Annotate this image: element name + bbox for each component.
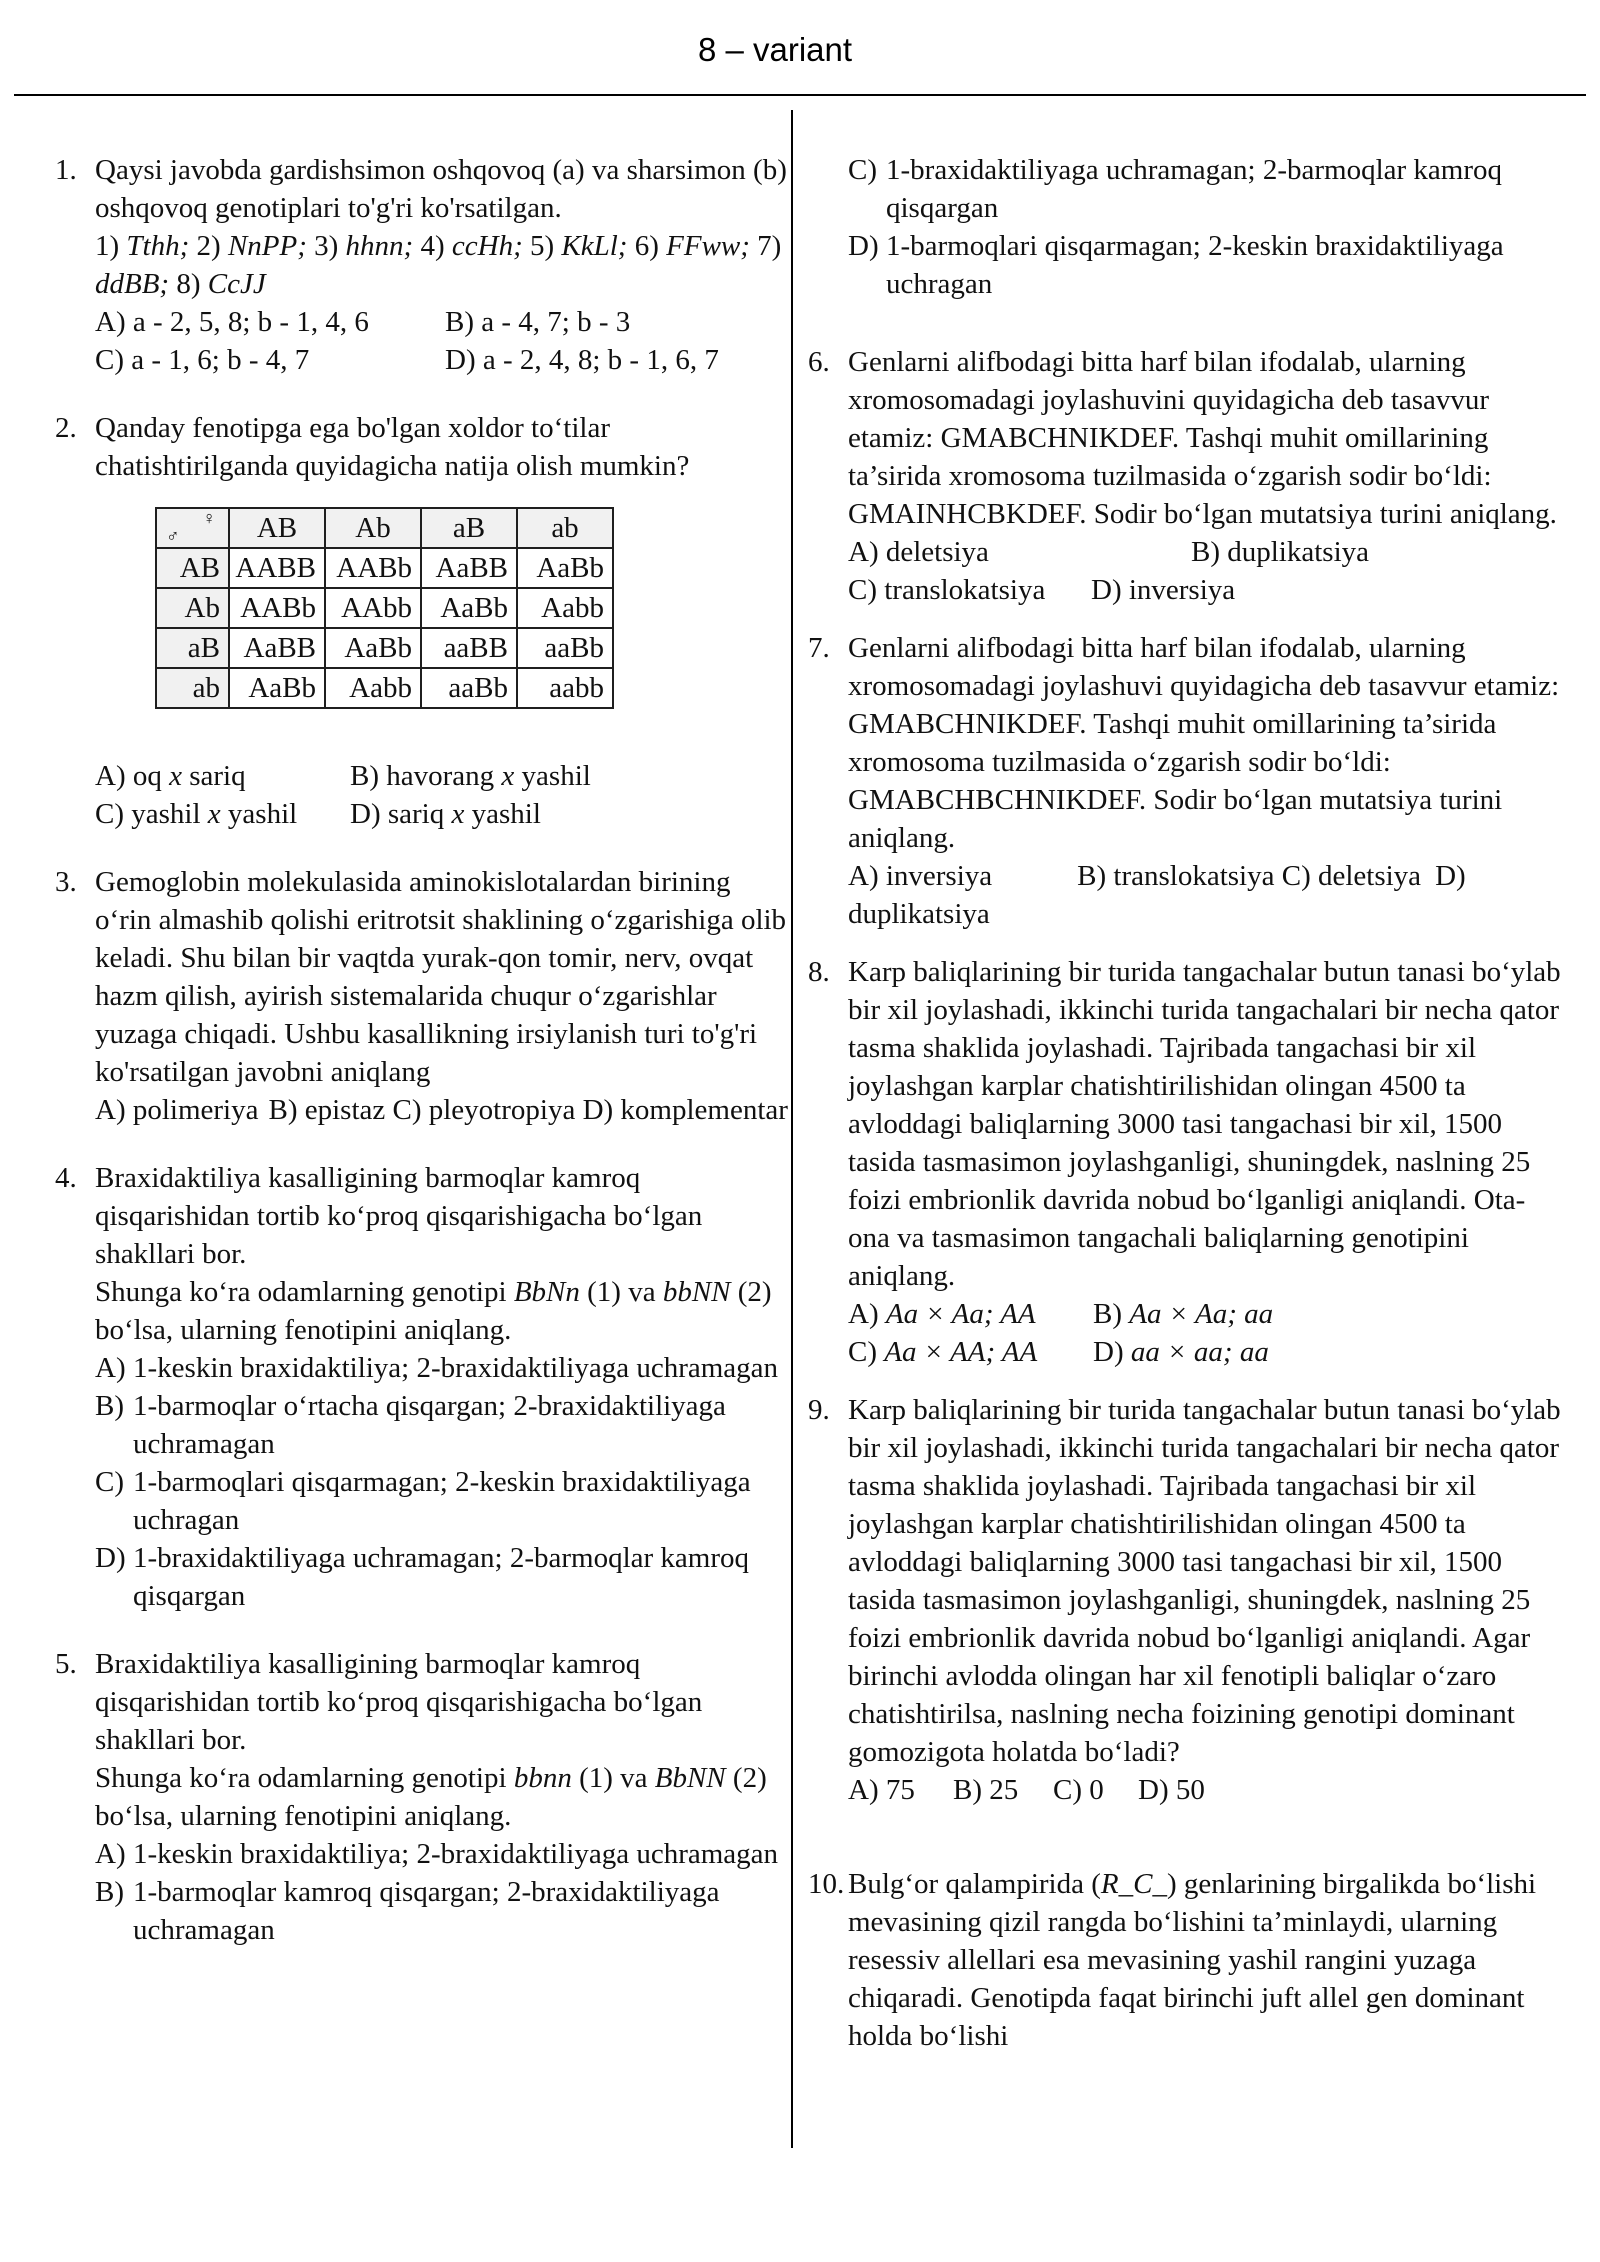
question-body xyxy=(848,1865,1565,2055)
paragraph xyxy=(848,1865,1565,2055)
text-run: A) oq xyxy=(95,760,170,792)
text-run: D) duplikatsiya xyxy=(848,860,1466,930)
question xyxy=(808,1391,1565,1809)
option-cell xyxy=(848,571,1045,609)
table-cell: AABb xyxy=(229,588,325,628)
punnett-table xyxy=(155,507,614,709)
question-body xyxy=(848,1391,1565,1809)
text-run: Genlarni alifbodagi bitta harf bilan ifodalab, ularning xromosomadagi joylashuvi quyidagicha deb tasavvur etamiz: GMABCHNIKDEF. Tashqi muhit omillarining ta’sirida xromosoma tuzilmasida o‘zgarish sodir bo‘ldi: GMABCHBCHNIKDEF. Sodir bo‘lgan mutatsiya turini aniqlang. xyxy=(848,632,1560,854)
text-run: 1-braxidaktiliyaga uchramagan; 2-barmoqlar kamroq qisqargan xyxy=(886,154,1503,224)
text-run: aa × aa; aa xyxy=(1130,1336,1269,1368)
table-column-header: aB xyxy=(421,508,517,548)
paragraph xyxy=(848,343,1565,533)
column-divider xyxy=(791,110,793,2148)
question-number: 5. xyxy=(55,1648,77,1680)
text-run: x xyxy=(451,798,465,830)
text-run: Karp baliqlarining bir turida tangachalar butun tanasi bo‘ylab bir xil joylashadi, ikkinchi turida tangachalari bir necha qator tasma shaklida joylashadi. Tajribada tangachasi bir xil joylashgan karplar chatishtirilishidan olingan 4500 ta avloddagi baliqlarning 3000 tasi tangachasi bir xil, 1500 tasida tasmasimon joylashganligi, shuningdek, naslning 25 foizi embrionlik davrida nobud bo‘lganligi aniqlandi. Ota-ona va tasmasimon tangachali baliqlarning genotipini aniqlang. xyxy=(848,956,1561,1292)
text-run: Bulg‘or qalampirida ( xyxy=(848,1868,1101,1900)
text-run: Shunga ko‘ra odamlarning genotipi xyxy=(95,1762,514,1794)
option-cell xyxy=(1093,1295,1273,1333)
text-run: Tthh; xyxy=(126,230,190,262)
question-number xyxy=(808,151,848,303)
text-run: 1-barmoqlari qisqarmagan; 2-keskin braxidaktiliyaga uchragan xyxy=(133,1466,751,1536)
option-cell xyxy=(350,757,591,795)
text-run: B) epistaz C) pleyotropiya D) komplementar xyxy=(268,1094,788,1126)
spacer xyxy=(258,1118,268,1119)
option-item xyxy=(95,1387,790,1463)
text-run: 1-braxidaktiliyaga uchramagan; 2-barmoqlar kamroq qisqargan xyxy=(133,1542,750,1612)
paragraph xyxy=(95,1759,790,1835)
text-run: x xyxy=(501,760,515,792)
text-run: BbNn xyxy=(513,1276,580,1308)
option-cell xyxy=(953,1771,1018,1809)
spacer xyxy=(992,884,1077,885)
text-run: D) 50 xyxy=(1138,1774,1205,1806)
text-run: yashil xyxy=(464,798,541,830)
text-run: D) inversiya xyxy=(1091,574,1236,606)
text-run: sariq xyxy=(181,760,246,792)
text-run: C) yashil xyxy=(95,798,208,830)
right-column xyxy=(808,151,1565,2075)
text-run: Aa × Aa; aa xyxy=(1129,1298,1274,1330)
text-run: 1-keskin braxidaktiliya; 2-braxidaktiliyaga uchramagan xyxy=(133,1352,779,1384)
question-body xyxy=(95,151,790,379)
option-cell xyxy=(848,1295,1036,1333)
option-item xyxy=(95,1835,790,1873)
question xyxy=(808,953,1565,1371)
table-row xyxy=(156,548,613,588)
option-cell xyxy=(1191,533,1369,571)
text-run: (1) va xyxy=(571,1762,655,1794)
option-label: C) xyxy=(848,154,877,186)
question-number: 2. xyxy=(55,412,77,444)
text-run: 2) xyxy=(189,230,228,262)
option-label: B) xyxy=(95,1390,124,1422)
option-cell xyxy=(95,341,309,379)
paragraph xyxy=(95,1645,790,1759)
table-cell: AaBB xyxy=(229,628,325,668)
option-cell xyxy=(1093,1333,1269,1371)
option-row xyxy=(848,533,1565,571)
paragraph xyxy=(95,1159,790,1273)
text-run: A) 75 xyxy=(848,1774,915,1806)
option-item xyxy=(848,227,1565,303)
question-body xyxy=(848,343,1565,609)
text-run: 5) xyxy=(522,230,562,262)
table-column-header: Ab xyxy=(325,508,421,548)
text-run: 1-barmoqlari qisqarmagan; 2-keskin braxidaktiliyaga uchragan xyxy=(886,230,1504,300)
question-body xyxy=(848,953,1565,1371)
text-run: Braxidaktiliya kasalligining barmoqlar kamroq qisqarishidan tortib ko‘proq qisqarishigacha bo‘lgan shakllari bor. xyxy=(95,1162,703,1270)
text-run: D) a - 2, 4, 8; b - 1, 6, 7 xyxy=(445,344,719,376)
text-run: Shunga ko‘ra odamlarning genotipi xyxy=(95,1276,514,1308)
table-row xyxy=(156,588,613,628)
paragraph xyxy=(95,1091,790,1129)
text-run: yashil xyxy=(220,798,298,830)
option-label: C) xyxy=(95,1466,124,1498)
paragraph xyxy=(95,227,790,303)
option-row xyxy=(848,1771,1565,1809)
text-run: 4) xyxy=(413,230,452,262)
text-run: Gemoglobin molekulasida aminokislotalardan birining o‘rin almashib qolishi eritrotsit shaklining o‘zgarishiga olib keladi. Shu bilan bir vaqtda yurak-qon tomir, nerv, ovqat hazm qilish, ayirish sistemalarida chuqur o‘zgarishlar yuzaga chiqadi. Ushbu kasallikning irsiylanish turi to'g'ri ko'rsatilgan javobni aniqlang xyxy=(95,866,787,1088)
question-number: 3. xyxy=(55,866,77,898)
text-run: B) translokatsiya C) deletsiya xyxy=(1077,860,1422,892)
option-cell xyxy=(350,795,541,833)
text-run: x xyxy=(169,760,182,792)
text-run: D) xyxy=(1093,1336,1131,1368)
table-cell: Aabb xyxy=(517,588,613,628)
option-cell xyxy=(445,341,719,379)
text-run: 1-keskin braxidaktiliya; 2-braxidaktiliyaga uchramagan xyxy=(133,1838,779,1870)
option-label: B) xyxy=(95,1876,124,1908)
table-row-header: AB xyxy=(156,548,229,588)
text-run: NnPP; xyxy=(227,230,307,262)
question xyxy=(808,151,1565,303)
text-run: _) genlarining birgalikda bo‘lishi mevasining qizil rangda bo‘lishini ta’minlaydi, ularning resessiv allellari esa mevasining yashil rangini yuzaga chiqaradi. Genotipda faqat birinchi juft allel gen dominant holda bo‘lishi xyxy=(848,1868,1537,2052)
text-run: bbNN xyxy=(662,1276,731,1308)
table-cell: AaBb xyxy=(325,628,421,668)
text-run: Aa × AA; AA xyxy=(884,1336,1038,1368)
question xyxy=(808,1865,1565,2055)
table-row-header: Ab xyxy=(156,588,229,628)
text-run: Genlarni alifbodagi bitta harf bilan ifodalab, ularning xromosomadagi joylashuvini quyidagicha deb tasavvur etamiz: GMABCHNIKDEF. Tashqi muhit omillarining ta’sirida xromosoma tuzilmasida o‘zgarish sodir bo‘ldi: GMAINHCBKDEF. Sodir bo‘lgan mutatsiya turini aniqlang. xyxy=(848,346,1557,530)
question-body xyxy=(848,629,1565,933)
table-cell: AaBb xyxy=(421,588,517,628)
option-row xyxy=(95,757,790,795)
question xyxy=(55,151,790,379)
table-cell: Aabb xyxy=(325,668,421,708)
option-row xyxy=(848,1295,1565,1333)
page-title: 8 – variant xyxy=(697,31,853,68)
text-run: 1-barmoqlar o‘rtacha qisqargan; 2-braxidaktiliyaga uchramagan xyxy=(133,1390,726,1460)
text-run: D) sariq xyxy=(350,798,452,830)
paragraph xyxy=(95,409,790,485)
table-cell: aaBb xyxy=(517,628,613,668)
table-column-header: ab xyxy=(517,508,613,548)
option-item xyxy=(848,151,1565,227)
option-row xyxy=(95,341,790,379)
option-row xyxy=(848,571,1565,609)
text-run: KkLl; xyxy=(561,230,628,262)
table-cell: AABb xyxy=(325,548,421,588)
question-body xyxy=(95,409,790,833)
text-run: A) a - 2, 5, 8; b - 1, 4, 6 xyxy=(95,306,369,338)
option-cell xyxy=(848,1771,915,1809)
paragraph xyxy=(95,863,790,1091)
option-label: A) xyxy=(95,1352,126,1384)
option-row xyxy=(95,795,790,833)
text-run: A) xyxy=(848,1298,886,1330)
text-run: 6) xyxy=(627,230,667,262)
table-cell: AABB xyxy=(229,548,325,588)
question-number: 10. xyxy=(808,1868,845,1900)
text-run: CcJJ xyxy=(207,268,266,300)
question-body xyxy=(95,1159,790,1615)
option-cell xyxy=(95,303,369,341)
spacer xyxy=(1421,884,1435,885)
text-run: Braxidaktiliya kasalligining barmoqlar kamroq qisqarishidan tortib ko‘proq qisqarishigacha bo‘lgan shakllari bor. xyxy=(95,1648,703,1756)
table-cell: AAbb xyxy=(325,588,421,628)
paragraph xyxy=(848,857,1565,933)
left-column xyxy=(55,151,790,1979)
question-body xyxy=(95,1645,790,1949)
text-run: C) translokatsiya xyxy=(848,574,1046,606)
question-body xyxy=(95,863,790,1129)
question-number: 9. xyxy=(808,1394,830,1426)
table-cell: aaBB xyxy=(421,628,517,668)
option-row xyxy=(95,303,790,341)
table-row xyxy=(156,628,613,668)
question xyxy=(808,629,1565,933)
text-run: (2) bo‘lsa, ularning fenotipini aniqlang. xyxy=(95,1762,767,1832)
option-item xyxy=(95,1349,790,1387)
text-run: (1) va xyxy=(579,1276,663,1308)
text-run: Qanday fenotipga ega bo'lgan xoldor to‘tilar chatishtirilganda quyidagicha natija olish mumkin? xyxy=(95,412,690,482)
option-cell xyxy=(848,1333,1037,1371)
table-cell: aabb xyxy=(517,668,613,708)
table-cell: AaBb xyxy=(229,668,325,708)
option-label: D) xyxy=(848,230,879,262)
option-cell xyxy=(95,795,297,833)
text-run: 1-barmoqlar kamroq qisqargan; 2-braxidaktiliyaga uchramagan xyxy=(133,1876,720,1946)
text-run: yashil xyxy=(514,760,591,792)
paragraph xyxy=(848,1391,1565,1771)
table-row-header: aB xyxy=(156,628,229,668)
option-row xyxy=(848,1333,1565,1371)
table-cell: aaBb xyxy=(421,668,517,708)
paragraph xyxy=(848,953,1565,1295)
option-item xyxy=(95,1463,790,1539)
option-cell xyxy=(1053,1771,1104,1809)
text-run: R xyxy=(1100,1868,1119,1900)
text-run: 3) xyxy=(306,230,346,262)
table-cell: AaBb xyxy=(517,548,613,588)
text-run: x xyxy=(207,798,221,830)
option-item xyxy=(95,1873,790,1949)
table-cell: AaBB xyxy=(421,548,517,588)
paragraph xyxy=(95,1273,790,1349)
question-number: 6. xyxy=(808,346,830,378)
text-run: A) deletsiya xyxy=(848,536,989,568)
text-run: A) polimeriya xyxy=(95,1094,259,1126)
option-cell xyxy=(95,757,246,795)
question xyxy=(55,1159,790,1615)
table-column-header: AB xyxy=(229,508,325,548)
paragraph xyxy=(848,629,1565,857)
text-run: Karp baliqlarining bir turida tangachalar butun tanasi bo‘ylab bir xil joylashadi, ikkinchi turida tangachalari bir necha qator tasma shaklida joylashadi. Tajribada tangachasi bir xil joylashgan karplar chatishtirilishidan olingan 4500 ta avloddagi baliqlarning 3000 tasi tangachasi bir xil, 1500 tasida tasmasimon joylashganligi, shuningdek, naslning 25 foizi embrionlik davrida nobud bo‘lganligi aniqlandi. Agar birinchi avlodda olingan har xil fenotipli baliqlar o‘zaro chatishtirilsa, naslning necha foizining genotipi dominant gomozigota holatda bo‘ladi? xyxy=(848,1394,1561,1768)
text-run: Aa × Aa; AA xyxy=(885,1298,1036,1330)
table-row-header: ab xyxy=(156,668,229,708)
question-number: 8. xyxy=(808,956,830,988)
text-run: B) duplikatsiya xyxy=(1191,536,1370,568)
option-label: A) xyxy=(95,1838,126,1870)
table-row xyxy=(156,508,613,548)
text-run: BbNN xyxy=(654,1762,726,1794)
text-run: C) 0 xyxy=(1053,1774,1104,1806)
text-run: B) 25 xyxy=(953,1774,1019,1806)
table-corner-cell xyxy=(156,508,229,548)
text-run: (2) bo‘lsa, ularning fenotipini aniqlang. xyxy=(95,1276,772,1346)
text-run: 8) xyxy=(169,268,208,300)
option-item xyxy=(95,1539,790,1615)
question-number: 4. xyxy=(55,1162,77,1194)
text-run: 1) xyxy=(95,230,127,262)
text-run: B) xyxy=(1093,1298,1130,1330)
paragraph xyxy=(95,151,790,227)
text-run: C xyxy=(1133,1868,1153,1900)
text-run: Qaysi javobda gardishsimon oshqovoq (a) va sharsimon (b) oshqovoq genotiplari to'g'ri ko'rsatilgan. xyxy=(95,154,787,224)
table-row xyxy=(156,668,613,708)
question xyxy=(55,1645,790,1949)
text-run: 7) xyxy=(749,230,782,262)
option-cell xyxy=(1091,571,1235,609)
title-rule xyxy=(14,94,1586,96)
text-run: C) a - 1, 6; b - 4, 7 xyxy=(95,344,310,376)
question xyxy=(808,343,1565,609)
text-run: ccHh; xyxy=(451,230,523,262)
text-run: bbnn xyxy=(513,1762,572,1794)
question xyxy=(55,863,790,1129)
question-body xyxy=(848,151,1565,303)
option-label: D) xyxy=(95,1542,126,1574)
text-run: ddBB; xyxy=(95,268,170,300)
option-cell xyxy=(1138,1771,1205,1809)
text-run: A) inversiya xyxy=(848,860,993,892)
option-cell xyxy=(848,533,989,571)
text-run: B) a - 4, 7; b - 3 xyxy=(445,306,631,338)
female-icon: ♀ xyxy=(202,508,216,528)
option-cell xyxy=(445,303,630,341)
text-run: C) xyxy=(848,1336,885,1368)
male-icon: ♂ xyxy=(166,526,180,546)
question-number: 7. xyxy=(808,632,830,664)
question xyxy=(55,409,790,833)
text-run: FFww; xyxy=(666,230,750,262)
text-run: hhnn; xyxy=(345,230,414,262)
text-run: B) havorang xyxy=(350,760,502,792)
question-number: 1. xyxy=(55,154,77,186)
text-run: _ xyxy=(1118,1868,1134,1900)
